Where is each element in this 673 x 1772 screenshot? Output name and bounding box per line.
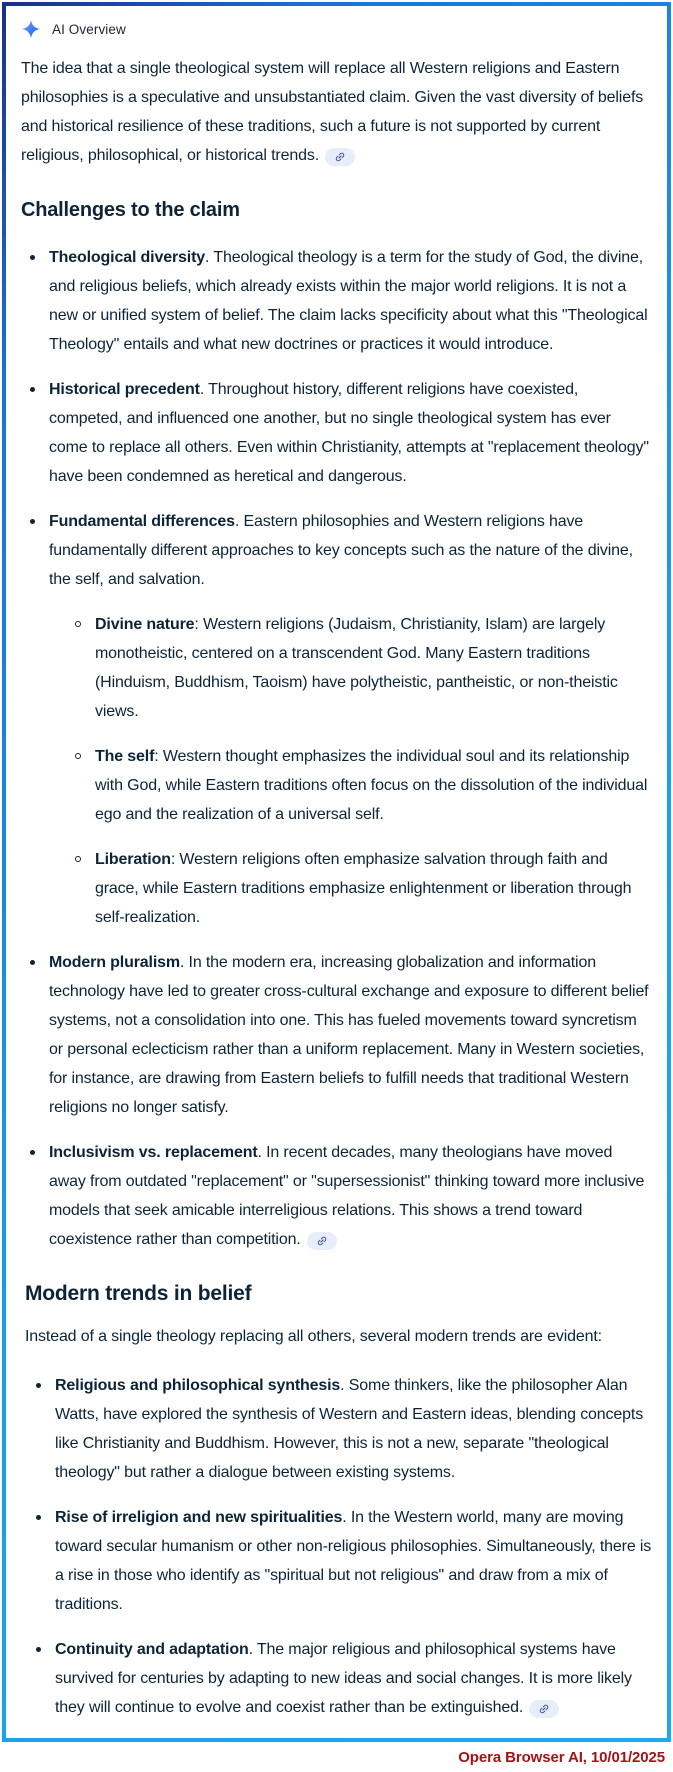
item-lead: Religious and philosophical synthesis bbox=[55, 1377, 341, 1394]
item-text: . The major religious and philosophical systems have survived for centuries by adapting to new ideas and social changes. It is more likely they will continue to evolve and coexist rather than be extinguished. bbox=[55, 1641, 632, 1716]
list-item bbox=[33, 1371, 652, 1487]
link-icon bbox=[313, 1233, 330, 1250]
item-lead: Liberation bbox=[95, 851, 171, 868]
item-lead: Rise of irreligion and new spiritualities bbox=[55, 1509, 343, 1526]
item-text: . In recent decades, many theologians have moved away from outdated "replacement" or "supersessionist" thinking toward more inclusive models that seek amicable interreligious relations. This shows a trend toward coexistence rather than competition. bbox=[49, 1144, 645, 1248]
list-item bbox=[27, 243, 652, 359]
sub-list-item bbox=[73, 742, 652, 829]
intro-text: The idea that a single theological system will replace all Western religions and Eastern philosophies is a speculative and unsubstantiated claim. Given the vast diversity of beliefs and historical resilience of these traditions, such a future is not supported by current religious, philosophical, or historical trends. bbox=[21, 60, 644, 164]
citation-link-button[interactable] bbox=[325, 148, 355, 166]
sparkle-icon bbox=[21, 19, 41, 39]
citation-link-button[interactable] bbox=[307, 1232, 337, 1250]
sub-list-item bbox=[73, 610, 652, 726]
list-item bbox=[27, 948, 652, 1122]
list-item bbox=[33, 1503, 652, 1619]
ai-overview-panel bbox=[2, 2, 671, 1742]
item-text: . Eastern philosophies and Western religions have fundamentally different approaches to key concepts such as the nature of the divine, the self, and salvation. bbox=[49, 513, 633, 588]
list-item bbox=[27, 1138, 652, 1254]
bullet-list bbox=[19, 1371, 652, 1722]
ai-overview-header bbox=[19, 12, 652, 39]
item-lead: Continuity and adaptation bbox=[55, 1641, 249, 1658]
section-challenges bbox=[19, 197, 652, 1254]
ai-overview-title: AI Overview bbox=[52, 21, 126, 37]
item-text: : Western thought emphasizes the individual soul and its relationship with God, while Eastern traditions often focus on the dissolution of the individual ego and the realization of a universal self. bbox=[95, 748, 648, 823]
item-lead: The self bbox=[95, 748, 155, 765]
section-intro: Instead of a single theology replacing all others, several modern trends are evident: bbox=[25, 1328, 602, 1345]
item-lead: Modern pluralism bbox=[49, 954, 180, 971]
item-lead: Inclusivism vs. replacement bbox=[49, 1144, 258, 1161]
section-modern-trends bbox=[19, 1281, 652, 1722]
item-text: . Throughout history, different religions have coexisted, competed, and influenced one another, but no single theological system has ever come to replace all others. Even within Christianity, attempts at "replacement theology" have been condemned as heretical and dangerous. bbox=[49, 381, 649, 485]
link-icon bbox=[332, 149, 349, 166]
sub-bullet-list bbox=[49, 610, 652, 932]
citation-link-button[interactable] bbox=[529, 1700, 559, 1718]
section-heading: Modern trends in belief bbox=[25, 1282, 252, 1305]
item-text: . Some thinkers, like the philosopher Alan Watts, have explored the synthesis of Western and Eastern ideas, blending concepts like Christianity and Buddhism. However, this is not a new, separate "theological theology" but rather a dialogue between existing systems. bbox=[55, 1377, 644, 1481]
item-lead: Divine nature bbox=[95, 616, 195, 633]
intro-paragraph bbox=[21, 54, 650, 170]
link-icon bbox=[536, 1701, 553, 1718]
list-item bbox=[27, 375, 652, 491]
bullet-list bbox=[19, 243, 652, 1254]
item-text: . Theological theology is a term for the study of God, the divine, and religious beliefs, which already exists within the major world religions. It is not a new or unified system of belief. The claim lacks specificity about what this "Theological Theology" entails and what new doctrines or practices it would introduce. bbox=[49, 249, 648, 353]
item-text: . In the modern era, increasing globalization and information technology have led to greater cross-cultural exchange and exposure to different belief systems, not a consolidation into one. This has fueled movements toward syncretism or personal eclecticism rather than a uniform replacement. Many in Western societies, for instance, are drawing from Eastern beliefs to fulfill needs that traditional Western religions no longer satisfy. bbox=[49, 954, 649, 1116]
footer-attribution: Opera Browser AI, 10/01/2025 bbox=[458, 1749, 665, 1766]
item-lead: Fundamental differences bbox=[49, 513, 235, 530]
section-heading: Challenges to the claim bbox=[21, 199, 240, 221]
list-item bbox=[27, 507, 652, 932]
item-text: : Western religions (Judaism, Christianity, Islam) are largely monotheistic, centered on a transcendent God. Many Eastern traditions (Hinduism, Buddhism, Taoism) have polytheistic, pantheistic, or non-theistic views. bbox=[95, 616, 618, 720]
list-item bbox=[33, 1635, 652, 1722]
item-text: : Western religions often emphasize salvation through faith and grace, while Eastern traditions emphasize enlightenment or liberation through self-realization. bbox=[95, 851, 632, 926]
item-text: . In the Western world, many are moving toward secular humanism or other non-religious philosophies. Simultaneously, there is a rise in those who identify as "spiritual but not religious" and draw from a mix of traditions. bbox=[55, 1509, 652, 1613]
item-lead: Historical precedent bbox=[49, 381, 200, 398]
sub-list-item bbox=[73, 845, 652, 932]
item-lead: Theological diversity bbox=[49, 249, 206, 266]
